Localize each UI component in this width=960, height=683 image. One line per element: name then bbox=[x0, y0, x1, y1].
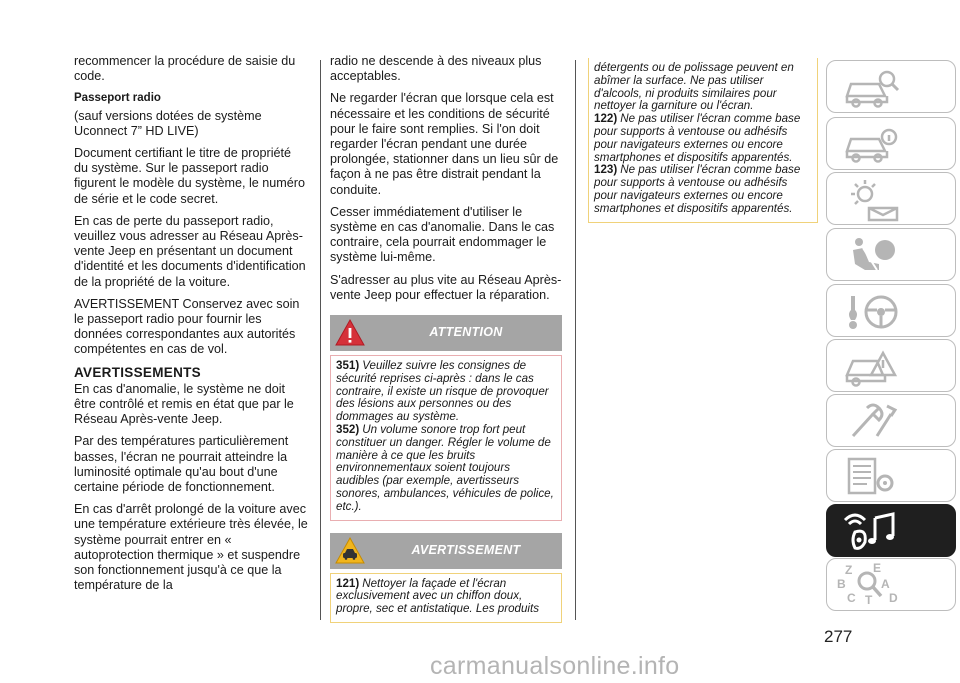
avertissement-box-continued bbox=[588, 58, 818, 223]
paragraph: En cas de perte du passeport radio, veuillez vous adresser au Réseau Après-vente Jeep en présentant un document d'identité et les documents d'identification de la propriété de la voiture. bbox=[74, 213, 306, 289]
attention-box bbox=[330, 355, 562, 521]
tab-specs-document[interactable] bbox=[826, 449, 956, 502]
avertissement-box bbox=[330, 573, 562, 623]
paragraph: (sauf versions dotées de système Uconnect 7” HD LIVE) bbox=[74, 108, 262, 138]
column-divider bbox=[575, 60, 576, 620]
note-text: Ne pas utiliser l'écran comme base pour supports à ventouse ou adhésifs pour navigateurs externes ou encore smartphones et dispositifs apparentés. bbox=[594, 163, 801, 215]
specs-document-icon bbox=[843, 455, 903, 499]
tab-tools[interactable] bbox=[826, 394, 956, 447]
paragraph: Ne regarder l'écran que lorsque cela est nécessaire et les conditions de sécurité pour le faire sont remplies. Si l'on doit regarder l'écran pendant une durée prolongée, stationner dans un lieu sûr de façon à ne pas être distrait pendant la conduite. bbox=[330, 91, 559, 197]
tab-car-crash[interactable] bbox=[826, 339, 956, 392]
car-crash-icon bbox=[843, 345, 903, 389]
tab-alphabet-index[interactable] bbox=[826, 558, 956, 611]
paragraph: En cas d'anomalie, le système ne doit être contrôlé et remis en état que par le Réseau Après-vente Jeep. bbox=[74, 381, 294, 427]
paragraph: recommencer la procédure de saisie du code. bbox=[74, 54, 296, 84]
watermark: carmanualsonline.info bbox=[430, 652, 680, 680]
note-text: détergents ou de polissage peuvent en abîmer la surface. Ne pas utiliser d'alcools, ni produits similaires pour nettoyer la garniture ou l'écran. bbox=[594, 61, 794, 113]
steering-wheel-icon bbox=[843, 290, 903, 334]
attention-header bbox=[330, 315, 562, 351]
tab-multimedia[interactable] bbox=[826, 504, 956, 557]
avertissement-header bbox=[330, 533, 562, 569]
paragraph: radio ne descende à des niveaux plus acceptables. bbox=[330, 54, 542, 84]
paragraph: S'adresser au plus vite au Réseau Après-vente Jeep pour effectuer la réparation. bbox=[330, 272, 562, 302]
lights-warning-icon bbox=[843, 178, 903, 222]
paragraph: Par des températures particulièrement basses, l'écran ne pourrait atteindre la luminosité optimale qu'au bout d'une certaine période de fonctionnement. bbox=[74, 434, 289, 495]
paragraph: Cesser immédiatement d'utiliser le système en cas d'anomalie. Dans le cas contraire, cela pourrait endommager le système lui-même. bbox=[330, 204, 555, 265]
page-number: 277 bbox=[824, 627, 853, 646]
text-column-right bbox=[588, 58, 818, 223]
note-number: 351) bbox=[336, 359, 360, 373]
danger-triangle-icon bbox=[334, 317, 366, 349]
alphabet-index-icon: Z E B A C T D bbox=[837, 561, 898, 607]
paragraph: En cas d'arrêt prolongé de la voiture avec une température extérieure très élevée, le système pourrait entrer en « autoprotection thermique » et suspendre son fonctionnement jusqu'à ce que la température de la bbox=[74, 502, 308, 593]
car-search-icon bbox=[843, 66, 903, 110]
note-text: Un volume sonore trop fort peut constituer un danger. Régler le volume de manière à ce que les bruits environnementaux soient toujours audibles (par exemple, avertisseurs sonores, ambulances, véhicules de police, etc.). bbox=[336, 423, 554, 513]
car-warning-icon bbox=[334, 535, 366, 567]
note-text: Ne pas utiliser l'écran comme base pour supports à ventouse ou adhésifs pour navigateurs externes ou encore smartphones et dispositifs apparentés. bbox=[594, 112, 801, 164]
note-number: 121) bbox=[336, 576, 360, 590]
paragraph: Document certifiant le titre de propriété du système. Sur le passeport radio figurent le modèle du système, le numéro de série et le code secret. bbox=[74, 146, 306, 206]
tab-lights-warning[interactable] bbox=[826, 172, 956, 225]
paragraph: AVERTISSEMENT Conservez avec soin le passeport radio pour fournir les données correspondantes aux autorités compétentes en cas de vol. bbox=[74, 296, 300, 357]
note-text: Nettoyer la façade et l'écran exclusivement avec un chiffon doux, propre, sec et antistatique. Les produits bbox=[336, 576, 540, 616]
tools-icon bbox=[843, 400, 903, 444]
multimedia-icon bbox=[843, 510, 903, 554]
tab-car-search[interactable] bbox=[826, 60, 956, 113]
heading-avertissements: AVERTISSEMENTS bbox=[74, 364, 201, 380]
car-info-icon bbox=[843, 123, 903, 167]
heading-passport-radio: Passeport radio bbox=[74, 92, 161, 105]
note-number: 123) bbox=[594, 163, 618, 177]
tab-airbag[interactable] bbox=[826, 228, 956, 281]
note-text: Veuillez suivre les consignes de sécurité reprises ci-après : dans le cas contraire, il existe un risque de provoquer des lésions aux personnes ou des dommages au système. bbox=[336, 359, 549, 424]
tab-car-info[interactable] bbox=[826, 117, 956, 170]
column-divider bbox=[320, 60, 321, 620]
avertissement-title: AVERTISSEMENT bbox=[411, 542, 521, 557]
attention-title: ATTENTION bbox=[429, 325, 503, 340]
tab-steering-wheel[interactable] bbox=[826, 284, 956, 337]
note-number: 352) bbox=[336, 423, 360, 437]
text-column-middle bbox=[330, 54, 562, 623]
text-column-left bbox=[74, 54, 308, 601]
note-number: 122) bbox=[594, 112, 618, 126]
airbag-icon bbox=[843, 234, 903, 278]
